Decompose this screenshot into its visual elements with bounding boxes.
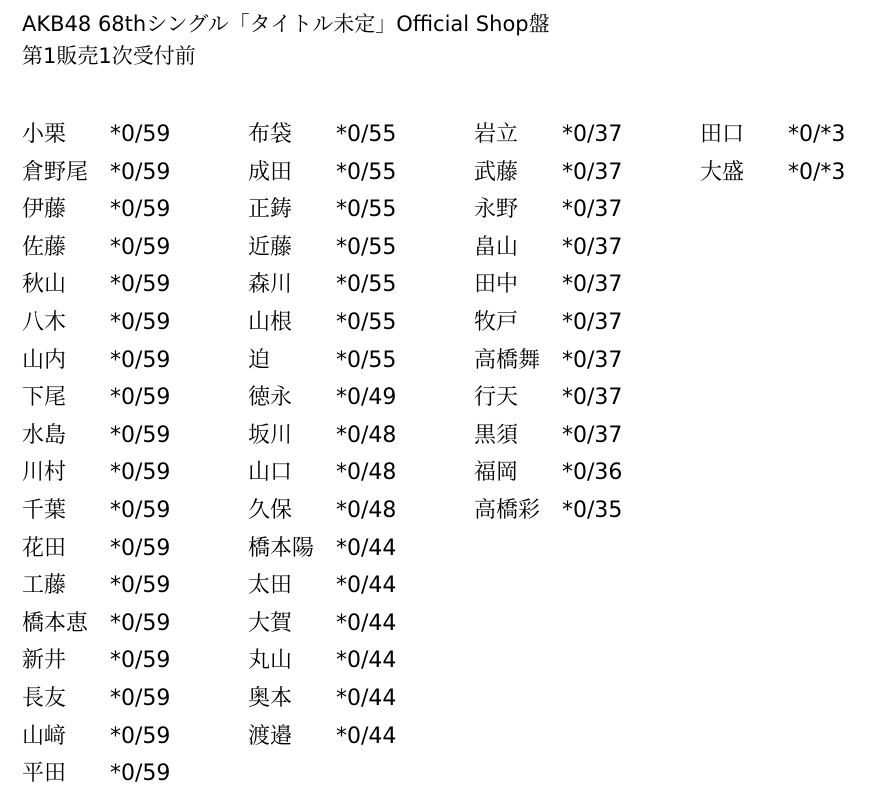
member-count: *0/55 <box>336 347 397 373</box>
member-name: 牧戸 <box>474 309 519 335</box>
member-name: 千葉 <box>22 497 67 523</box>
member-name: 佐藤 <box>22 234 67 260</box>
member-count: *0/59 <box>110 309 171 335</box>
member-name: 長友 <box>22 685 67 711</box>
member-name: 田中 <box>474 272 519 298</box>
member-count: *0/37 <box>562 159 623 185</box>
member-count: *0/59 <box>110 347 171 373</box>
member-count: *0/44 <box>336 648 397 674</box>
member-name: 秋山 <box>22 272 67 298</box>
member-name: 坂川 <box>248 422 293 448</box>
member-count: *0/59 <box>110 535 171 561</box>
document-subtitle: 第1販売1次受付前 <box>22 44 196 68</box>
member-count: *0/49 <box>336 385 397 411</box>
member-name: 奥本 <box>248 685 293 711</box>
member-name: 黒須 <box>474 422 519 448</box>
member-name: 平田 <box>22 761 67 787</box>
member-name: 武藤 <box>474 159 519 185</box>
document-header <box>22 8 550 72</box>
member-count: *0/59 <box>110 159 171 185</box>
member-name: 花田 <box>22 535 67 561</box>
member-name: 川村 <box>22 460 67 486</box>
member-count: *0/44 <box>336 573 397 599</box>
member-count: *0/37 <box>562 422 623 448</box>
member-name: 正鋳 <box>248 197 293 223</box>
member-name: 下尾 <box>22 385 67 411</box>
member-name: 工藤 <box>22 573 67 599</box>
member-count: *0/55 <box>336 122 397 147</box>
member-count: *0/55 <box>336 272 397 298</box>
member-count: *0/59 <box>110 422 171 448</box>
member-count: *0/59 <box>110 610 171 636</box>
member-count: *0/37 <box>562 234 623 260</box>
member-name: 成田 <box>248 159 293 185</box>
member-name: 八木 <box>22 309 67 335</box>
member-count: *0/55 <box>336 159 397 185</box>
member-name: 伊藤 <box>22 197 67 223</box>
member-count: *0/59 <box>110 197 171 223</box>
member-name: 新井 <box>22 648 67 674</box>
member-count: *0/36 <box>562 460 623 486</box>
member-count: *0/59 <box>110 497 171 523</box>
member-name: 布袋 <box>248 122 293 147</box>
member-name: 橋本陽 <box>248 535 315 561</box>
member-name: 久保 <box>248 497 293 523</box>
member-name: 高橋舞 <box>474 347 541 373</box>
member-count: *0/55 <box>336 197 397 223</box>
member-count: *0/44 <box>336 685 397 711</box>
member-count: *0/55 <box>336 309 397 335</box>
member-count: *0/37 <box>562 385 623 411</box>
member-name: 丸山 <box>248 648 293 674</box>
member-name: 福岡 <box>474 460 519 486</box>
member-name: 田口 <box>700 122 745 147</box>
member-name: 近藤 <box>248 234 293 260</box>
member-count: *0/48 <box>336 460 397 486</box>
member-count: *0/55 <box>336 234 397 260</box>
member-name: 山根 <box>248 309 293 335</box>
member-name: 畠山 <box>474 234 519 260</box>
member-count: *0/*3 <box>788 122 846 147</box>
member-count: *0/44 <box>336 723 397 749</box>
member-name: 渡邉 <box>248 723 293 749</box>
member-name: 高橋彩 <box>474 497 541 523</box>
member-name: 倉野尾 <box>22 159 89 185</box>
member-name: 橋本恵 <box>22 610 89 636</box>
member-name: 太田 <box>248 573 293 599</box>
member-name: 永野 <box>474 197 519 223</box>
member-count: *0/59 <box>110 648 171 674</box>
member-name: 水島 <box>22 422 67 448</box>
member-name: 山﨑 <box>22 723 67 749</box>
member-count: *0/59 <box>110 761 171 787</box>
member-count: *0/*3 <box>788 159 846 185</box>
member-count: *0/35 <box>562 497 623 523</box>
member-count: *0/37 <box>562 309 623 335</box>
member-count: *0/37 <box>562 347 623 373</box>
member-name: 大盛 <box>700 159 745 185</box>
member-count: *0/59 <box>110 122 171 147</box>
member-name: 岩立 <box>474 122 519 147</box>
member-count: *0/37 <box>562 272 623 298</box>
member-count: *0/48 <box>336 422 397 448</box>
member-name: 山口 <box>248 460 293 486</box>
member-count: *0/59 <box>110 685 171 711</box>
member-name: 徳永 <box>248 385 293 411</box>
member-count: *0/44 <box>336 535 397 561</box>
member-count: *0/44 <box>336 610 397 636</box>
member-count: *0/59 <box>110 385 171 411</box>
member-count: *0/37 <box>562 122 623 147</box>
document-title: AKB48 68thシングル「タイトル未定」Official Shop盤 <box>22 12 550 36</box>
member-count: *0/59 <box>110 272 171 298</box>
member-name: 迫 <box>248 347 271 373</box>
member-name: 小栗 <box>22 122 67 147</box>
member-count: *0/59 <box>110 723 171 749</box>
member-name: 行天 <box>474 385 519 411</box>
member-count: *0/59 <box>110 234 171 260</box>
member-name: 山内 <box>22 347 67 373</box>
member-name: 大賀 <box>248 610 293 636</box>
member-count: *0/59 <box>110 460 171 486</box>
member-count: *0/59 <box>110 573 171 599</box>
member-name: 森川 <box>248 272 293 298</box>
member-count: *0/37 <box>562 197 623 223</box>
member-count: *0/48 <box>336 497 397 523</box>
